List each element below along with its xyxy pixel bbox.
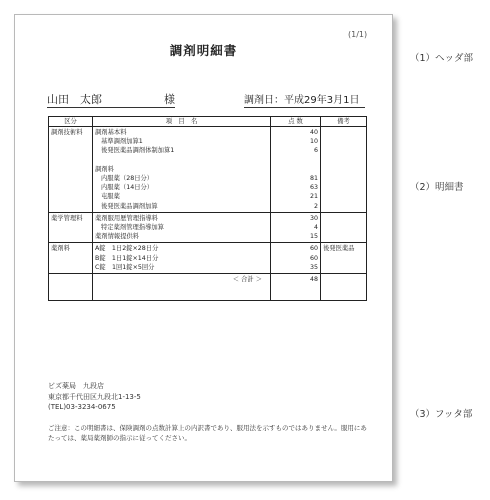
item-points: 63 bbox=[309, 184, 318, 192]
patient-name-field bbox=[47, 91, 175, 108]
item-name: 基準調剤加算1 bbox=[101, 138, 143, 146]
side-label-footer: （3）フッタ部 bbox=[410, 409, 473, 420]
item-points: 40 bbox=[309, 129, 318, 136]
item-points: 6 bbox=[313, 147, 318, 155]
header-item: 項 目 名 bbox=[93, 117, 271, 127]
item-points bbox=[273, 156, 318, 165]
patient-honorific: 様 bbox=[164, 93, 175, 106]
statement-sheet bbox=[14, 14, 393, 482]
total-remarks-cell bbox=[321, 274, 367, 301]
item-points: 81 bbox=[309, 174, 318, 182]
remarks-cell: 後発医薬品 bbox=[321, 243, 367, 274]
page-number: (1/1) bbox=[348, 30, 368, 39]
item-name: 後発医薬品調剤体制加算1 bbox=[101, 147, 175, 155]
item-points: 35 bbox=[309, 263, 318, 271]
footer-note: ご注意：この明細書は、保険調剤の点数計算上の内訳書であり、服用法を示すものではありません。服用にあたっては、薬局薬剤師の指示に従ってください。 bbox=[48, 424, 367, 442]
item-name: 調剤基本料 bbox=[95, 129, 127, 136]
side-label-detail: （2）明細書 bbox=[410, 182, 464, 193]
category-cell: 薬学管理料 bbox=[49, 212, 93, 243]
table-header-row bbox=[49, 117, 367, 127]
total-row bbox=[49, 274, 367, 301]
header-category: 区分 bbox=[49, 117, 93, 127]
patient-name: 山田 太郎 bbox=[47, 93, 102, 106]
items-cell bbox=[93, 243, 271, 274]
item-points: 21 bbox=[309, 193, 318, 201]
item-points: 4 bbox=[313, 224, 318, 232]
item-points: 2 bbox=[313, 202, 318, 210]
item-points: 60 bbox=[309, 254, 318, 262]
total-label: ＜ 合計 ＞ bbox=[93, 274, 271, 301]
item-name: 屯服薬 bbox=[101, 193, 120, 201]
item-points: 15 bbox=[309, 233, 318, 241]
dispense-date: 調剤日：平成29年3月1日 bbox=[244, 91, 365, 108]
item-points: 60 bbox=[309, 245, 318, 253]
item-name bbox=[95, 156, 268, 165]
item-name: 後発医薬品調剤加算 bbox=[101, 202, 158, 210]
side-label-header: （1）ヘッダ部 bbox=[410, 53, 474, 64]
items-cell bbox=[93, 212, 271, 243]
item-name: 調剤料 bbox=[95, 165, 114, 173]
table-row bbox=[49, 212, 367, 243]
points-cell bbox=[271, 127, 321, 213]
item-name: 内服薬（14日分） bbox=[101, 184, 154, 192]
detail-body bbox=[49, 127, 367, 274]
remarks-cell bbox=[321, 212, 367, 243]
pharmacy-tel: (TEL)03-3234-0675 bbox=[48, 403, 116, 411]
points-cell bbox=[271, 243, 321, 274]
item-name: 特定薬剤管理指導加算 bbox=[101, 224, 164, 232]
detail-table bbox=[48, 116, 367, 301]
table-row bbox=[49, 243, 367, 274]
header-points: 点 数 bbox=[271, 117, 321, 127]
item-points bbox=[273, 165, 318, 174]
items-cell bbox=[93, 127, 271, 213]
remarks-cell bbox=[321, 127, 367, 213]
item-name: 薬剤情報提供料 bbox=[95, 233, 140, 241]
item-points: 10 bbox=[309, 138, 318, 146]
item-name: A錠 1日2錠×28日分 bbox=[95, 245, 159, 253]
total-value: 48 bbox=[271, 274, 321, 301]
total-empty-cell bbox=[49, 274, 93, 301]
item-name: C錠 1回1錠×5回分 bbox=[95, 263, 155, 271]
item-points: 30 bbox=[309, 214, 318, 222]
category-cell: 薬剤料 bbox=[49, 243, 93, 274]
item-name: 薬剤服用歴管理指導料 bbox=[95, 214, 158, 222]
pharmacy-name: ビズ薬局 九段店 bbox=[48, 382, 104, 390]
header-remarks: 備考 bbox=[321, 117, 367, 127]
table-row bbox=[49, 127, 367, 213]
item-name: 内服薬（28日分） bbox=[101, 175, 154, 182]
item-name: B錠 1日1錠×14日分 bbox=[95, 254, 159, 262]
points-cell bbox=[271, 212, 321, 243]
document-title: 調剤明細書 bbox=[169, 43, 238, 58]
pharmacy-address: 東京都千代田区九段北1-13-5 bbox=[48, 393, 141, 401]
category-cell: 調剤技術料 bbox=[49, 127, 93, 213]
